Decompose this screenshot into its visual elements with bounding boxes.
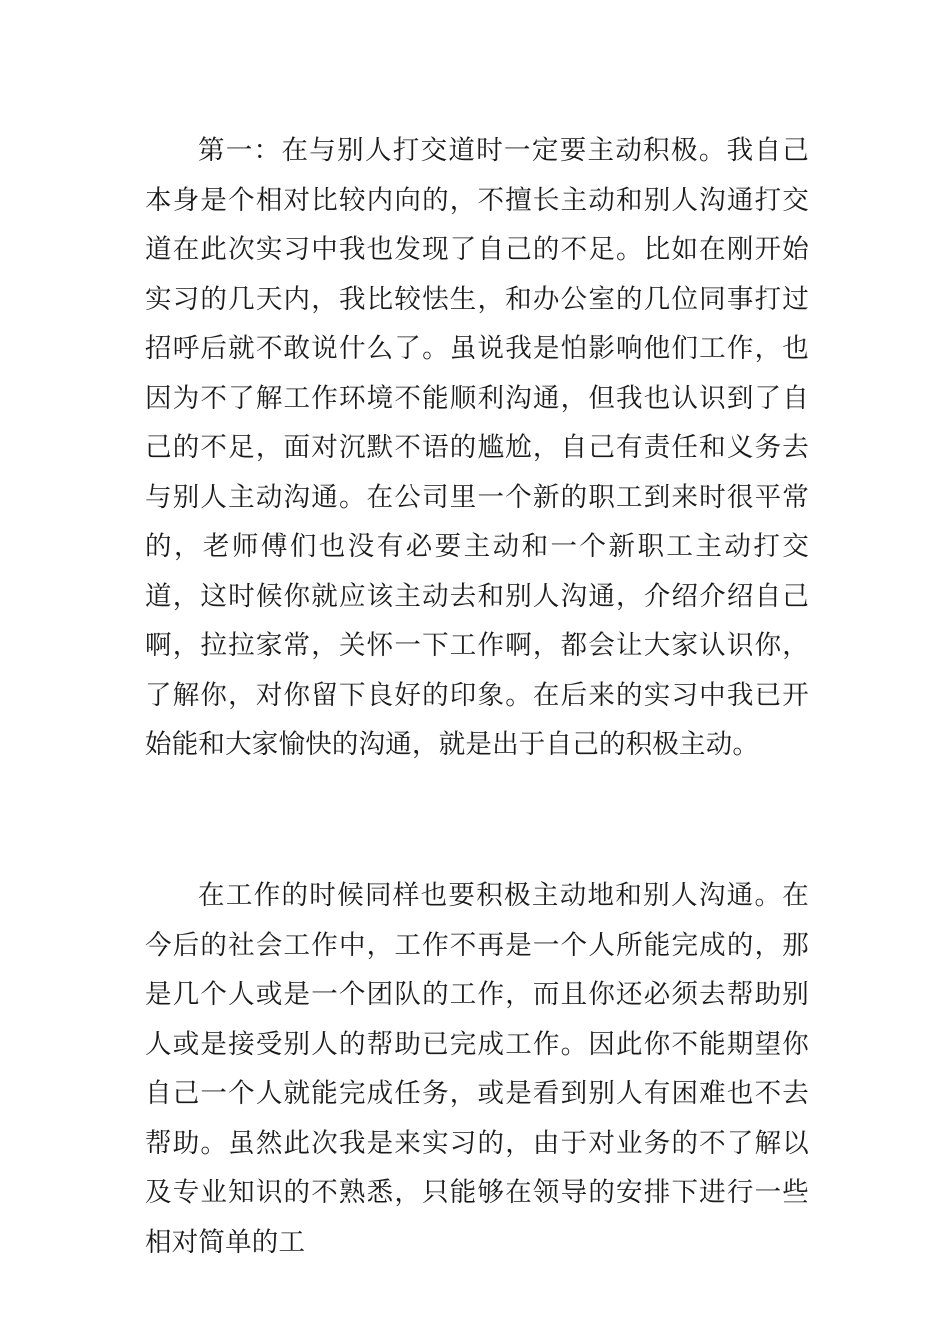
paragraph-2: 在工作的时候同样也要积极主动地和别人沟通。在今后的社会工作中，工作不再是一个人所能完成的，那是几个人或是一个团队的工作，而且你还必须去帮助别人或是接受别人的帮助已完成工作。因此你不能期望你自己一个人就能完成任务，或是看到别人有困难也不去帮助。虽然此次我是来实习的，由于对业务的不了解以及专业知识的不熟悉，只能够在领导的安排下进行一些相对简单的工 bbox=[145, 880, 809, 1258]
paragraph-1: 第一：在与别人打交道时一定要主动积极。我自己本身是个相对比较内向的，不擅长主动和别人沟通打交道在此次实习中我也发现了自己的不足。比如在刚开始实习的几天内，我比较怯生，和办公室的几位同事打过招呼后就不敢说什么了。虽说我是怕影响他们工作，也因为不了解工作环境不能顺利沟通，但我也认识到了自己的不足，面对沉默不语的尴尬，自己有责任和义务去与别人主动沟通。在公司里一个新的职工到来时很平常的，老师傅们也没有必要主动和一个新职工主动打交道，这时候你就应该主动去和别人沟通，介绍介绍自己啊，拉拉家常，关怀一下工作啊，都会让大家认识你，了解你，对你留下良好的印象。在后来的实习中我已开始能和大家愉快的沟通，就是出于自己的积极主动。 bbox=[145, 135, 809, 760]
